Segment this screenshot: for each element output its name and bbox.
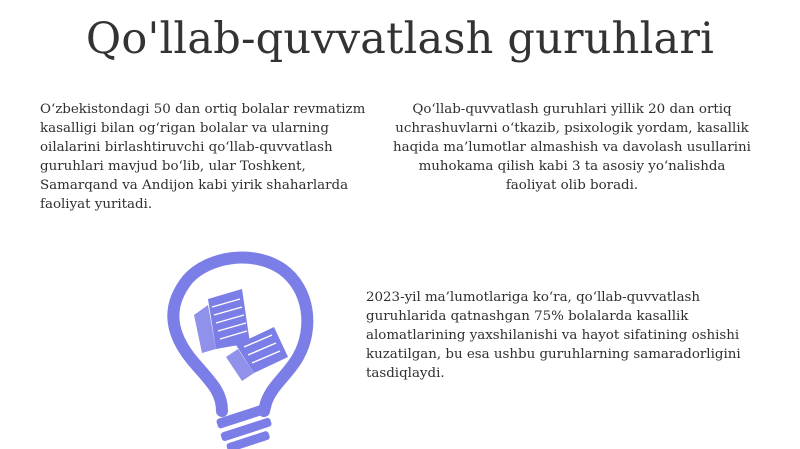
page-title: Qo'llab-quvvatlash guruhlari <box>85 14 715 64</box>
paragraph-groups-overview: O‘zbekistondagi 50 dan ortiq bolalar revmatizm kasalligi bilan og‘rigan bolalar va ularning oilalarini birlashtiruvchi qo‘llab-quvvatlash guruhlari mavjud bo‘lib, ular Toshkent, Samarqand va Andijon kabi yirik shaharlarda faoliyat yuritadi. <box>40 102 366 212</box>
paragraph-groups-activities: Qo‘llab-quvvatlash guruhlari yillik 20 dan ortiq uchrashuvlarni o‘tkazib, psixologik yordam, kasallik haqida ma’lumotlar almashish va davolash usullarini muhokama qilish kabi 3 ta asosiy yo‘nalishda faoliyat olib boradi. <box>393 102 751 193</box>
paragraph-groups-effectiveness: 2023-yil ma’lumotlariga ko‘ra, qo‘llab-quvvatlash guruhlarida qatnashgan 75% bolalarda kasallik alomatlarining yaxshilanishi va hayot sifatining oshishi kuzatilgan, bu esa ushbu guruhlarning samaradorligini tasdiqlaydi. <box>366 290 741 381</box>
lightbulb-with-books-icon <box>150 245 320 449</box>
